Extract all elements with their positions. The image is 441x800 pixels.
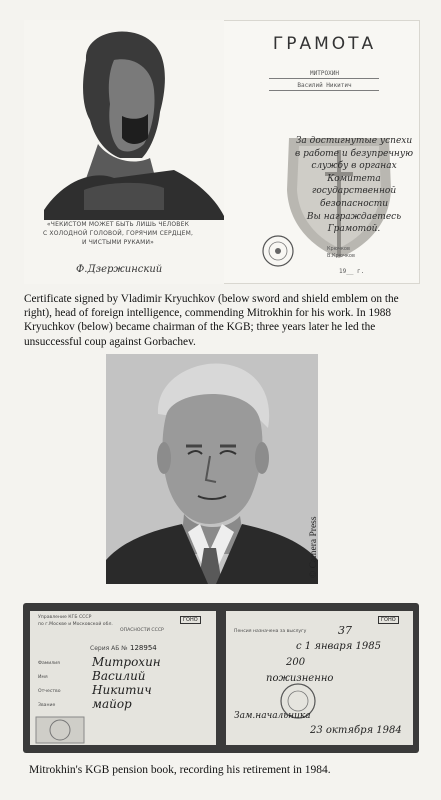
kryuchkov-photo [106, 354, 318, 584]
patronymic-handwritten: Никитич [92, 683, 152, 697]
recipient-surname: МИТРОХИН [310, 70, 339, 77]
fill-line [269, 90, 379, 91]
certificate-image [24, 20, 420, 284]
certificate-title: ГРАМОТА [272, 34, 377, 54]
seal-stamp [261, 234, 295, 268]
dzerzhinsky-quote: «ЧЕКИСТОМ МОЖЕТ БЫТЬ ЛИШЬ ЧЕЛОВЕК С ХОЛОДНОЙ ГОЛОВОЙ, ГОРЯЧИМ СЕРДЦЕМ, И ЧИСТЫМИ РУКАМИ» [42, 221, 194, 246]
award-text: За достигнутые успехи в работе и безупречную службу в органах Комитета государственной безопасности Вы награждаетесь Грамотой. [294, 136, 414, 235]
issuer-header: ОПАСНОСТИ СССР [120, 628, 164, 633]
owner-photo-stamp [34, 715, 86, 745]
field-label-rank: Звание [38, 703, 56, 708]
certificate-text-panel [229, 20, 420, 284]
pension-book-image [23, 603, 419, 753]
pension-book-right-page [226, 611, 413, 745]
series-number: 128954 [130, 644, 157, 652]
surname-handwritten: Митрохин [92, 655, 161, 669]
pension-amount: 200 [286, 657, 306, 668]
series-label: Серия АБ № [90, 645, 128, 652]
pension-book-left-page [30, 611, 216, 745]
pension-duration: пожизненно [266, 673, 334, 684]
rank-handwritten: майор [92, 697, 132, 711]
field-label-surname: Фамилия [38, 661, 60, 666]
caption-pension-book: Mitrokhin's KGB pension book, recording his retirement in 1984. [29, 764, 331, 776]
issuer-header: Управление КГБ СССР [38, 615, 92, 620]
signer-kryuchkov: Крючков В.Крючков [327, 246, 355, 259]
gono-stamp: ГОНО [180, 616, 201, 624]
caption-certificate: Certificate signed by Vladimir Kryuchkov (below sword and shield emblem on the right), head of foreign intelligence, commending Mitrokhin for his work. In 1988 Kryuchkov (below) became chairman of the KGB; three years later he led the unsuccessful coup against Gorbachev. [24, 293, 399, 348]
official-signature: Зам.начальника [234, 711, 311, 721]
fill-line [269, 78, 379, 79]
issue-date: 23 октября 1984 [310, 725, 402, 736]
dzerzhinsky-portrait [24, 20, 224, 284]
field-label-name: Имя [38, 675, 48, 680]
name-handwritten: Василий [92, 669, 146, 683]
issuer-header: по г.Москве и Московской обл. [38, 622, 113, 627]
pension-intro: Пенсия назначена за выслугу [234, 629, 307, 634]
gono-stamp: ГОНО [378, 616, 399, 624]
service-years: 37 [338, 624, 352, 637]
dzerzhinsky-signature: Ф.Дзержинский [76, 264, 163, 275]
certificate-date: 19__ г. [339, 268, 365, 275]
recipient-name: Василий Никитич [297, 82, 352, 89]
photo-credit: © Camera Press [309, 516, 319, 578]
field-label-patronymic: Отчество [38, 689, 61, 694]
pension-start-date: с 1 января 1985 [296, 641, 381, 652]
